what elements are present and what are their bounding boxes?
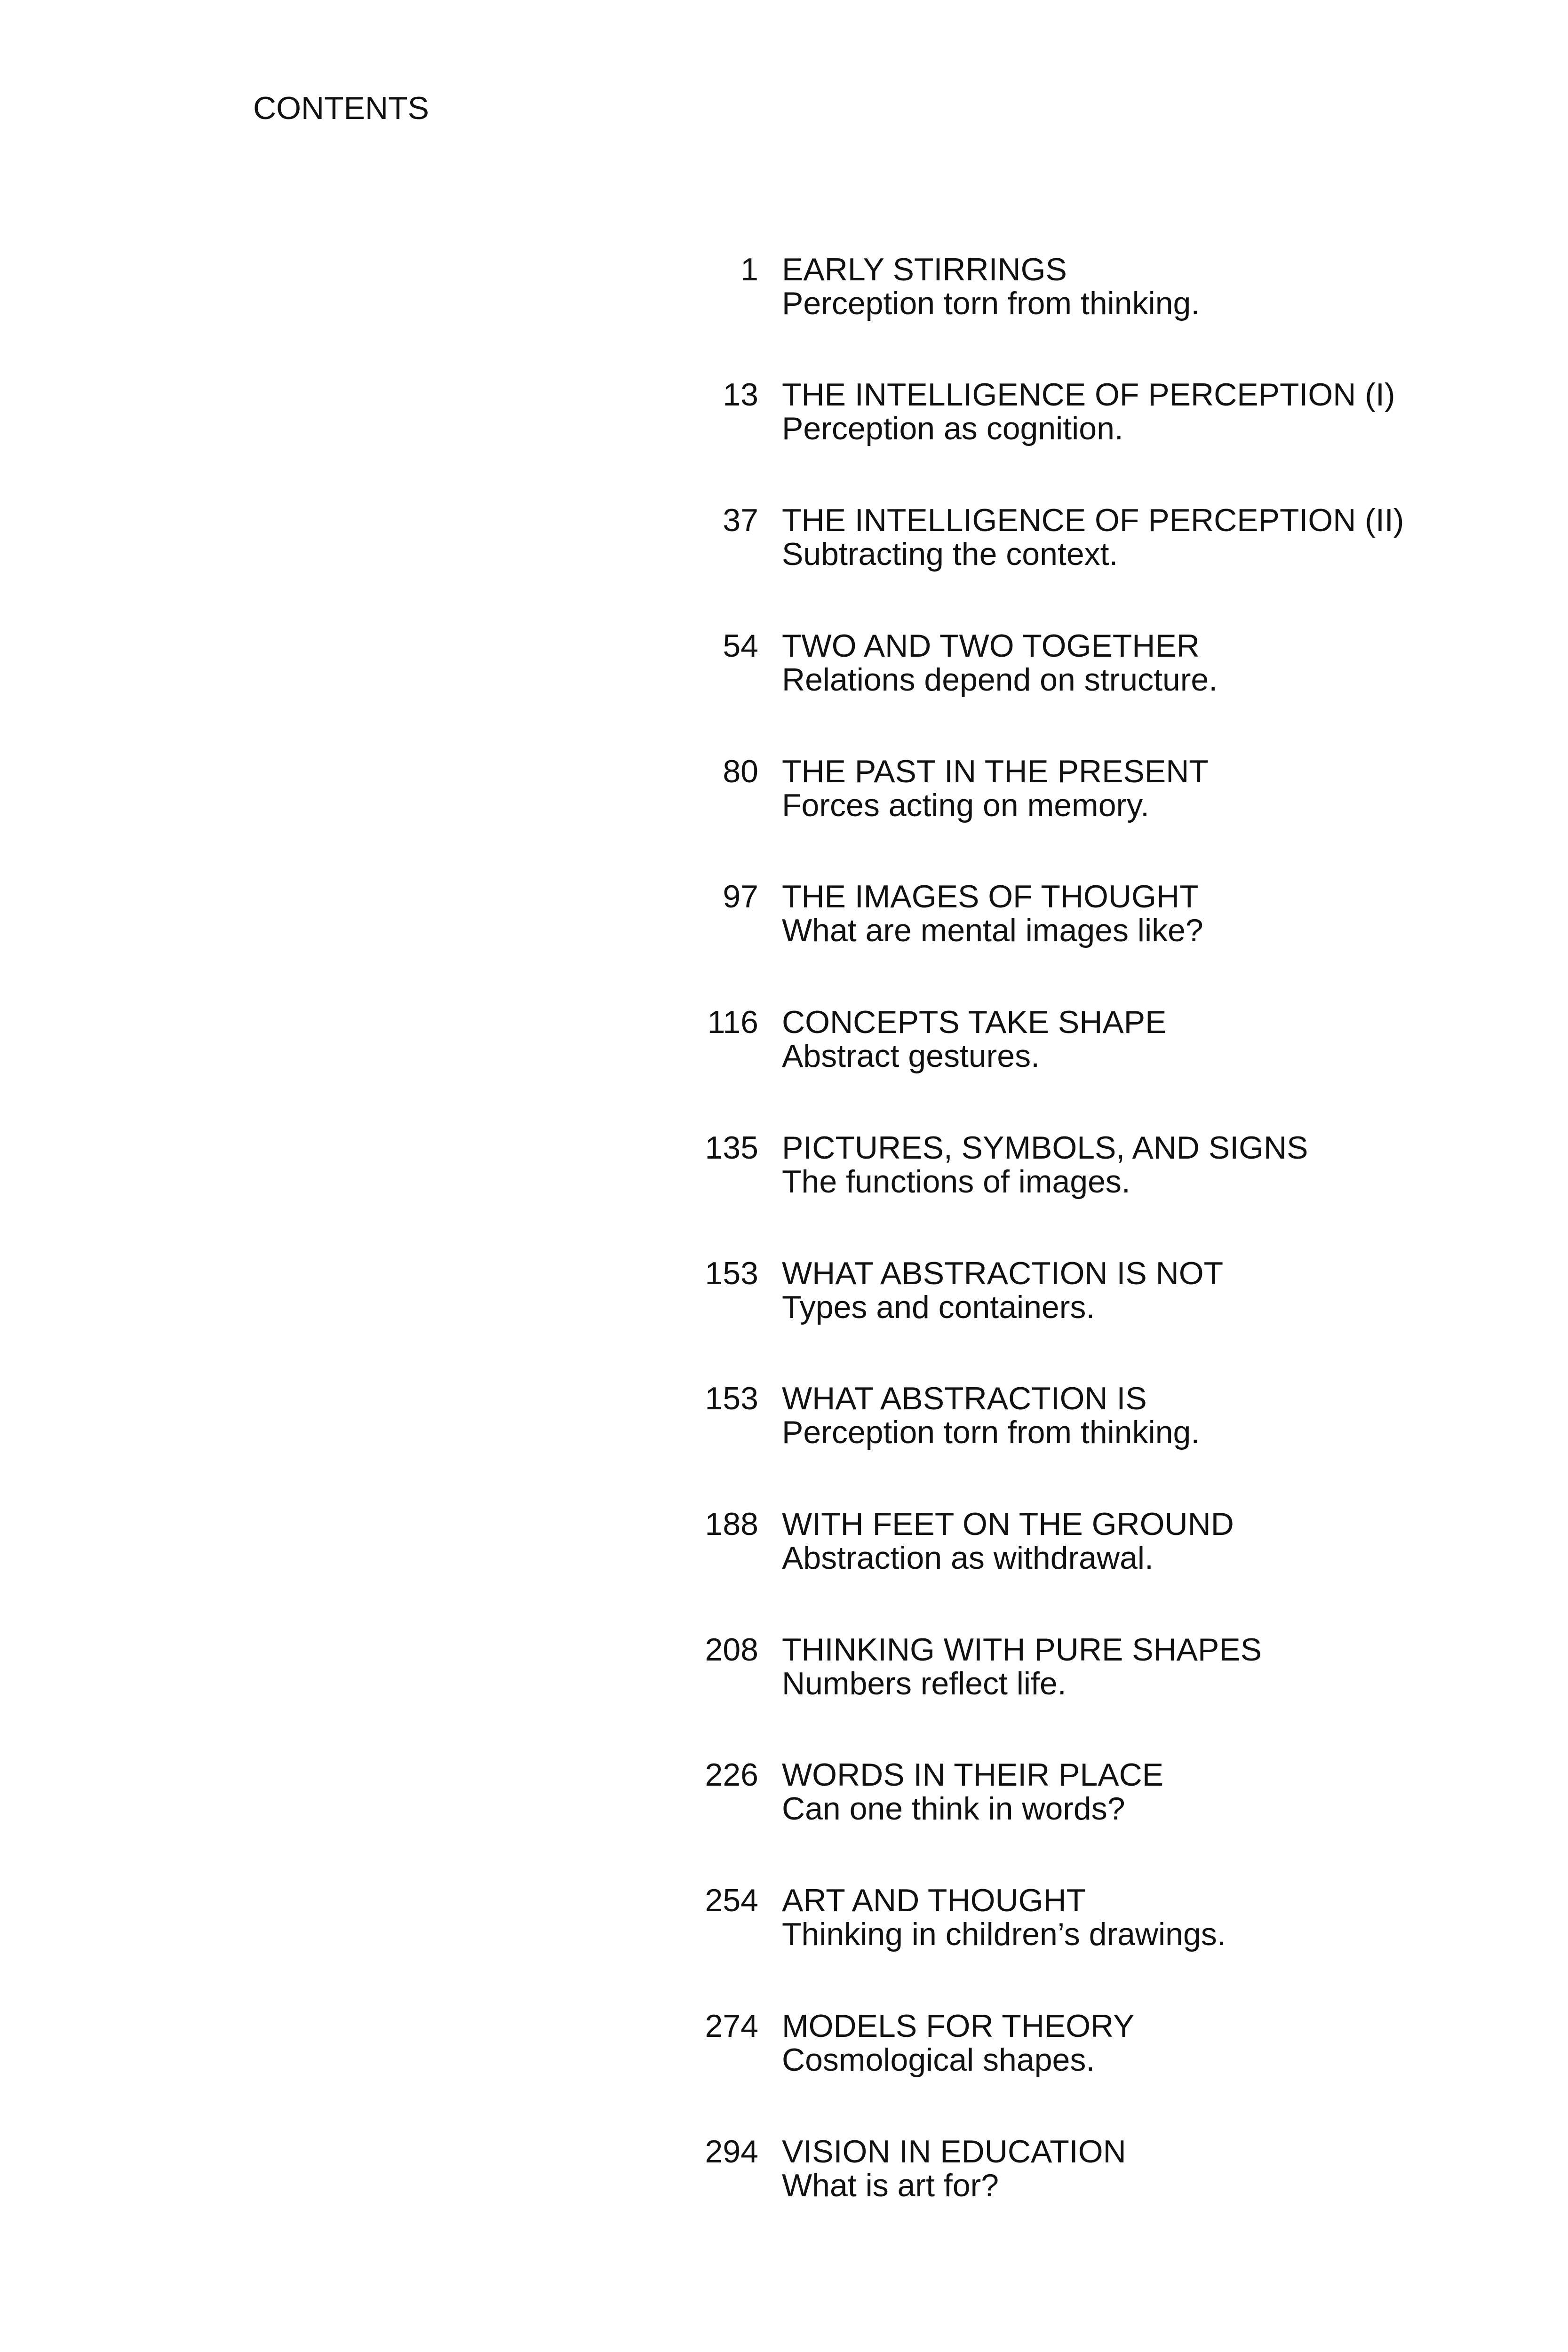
toc-chapter-subtitle: Numbers reflect life. [782, 1666, 1067, 1701]
toc-chapter-title: MODELS FOR THEORY [782, 2008, 1135, 2044]
toc-chapter-title: THE INTELLIGENCE OF PERCEPTION (II) [782, 502, 1404, 538]
page-title: CONTENTS [253, 90, 429, 126]
toc-page-number: 188 [705, 1506, 758, 1542]
toc-page-number: 1 [740, 252, 758, 287]
toc-page-number: 226 [705, 1757, 758, 1793]
toc-chapter-title: THE IMAGES OF THOUGHT [782, 879, 1199, 914]
toc-chapter-title: CONCEPTS TAKE SHAPE [782, 1004, 1167, 1040]
toc-chapter-subtitle: Subtracting the context. [782, 536, 1118, 572]
toc-page-number: 254 [705, 1883, 758, 1918]
toc-chapter-subtitle: Perception torn from thinking. [782, 1414, 1200, 1450]
toc-page-number: 135 [705, 1130, 758, 1166]
toc-page-number: 54 [723, 628, 758, 664]
toc-chapter-subtitle: Forces acting on memory. [782, 787, 1150, 823]
toc-chapter-title: EARLY STIRRINGS [782, 252, 1067, 287]
toc-chapter-subtitle: Can one think in words? [782, 1791, 1125, 1827]
toc-chapter-subtitle: Thinking in children’s drawings. [782, 1916, 1226, 1952]
toc-page-number: 153 [705, 1255, 758, 1291]
toc-chapter-title: WITH FEET ON THE GROUND [782, 1506, 1234, 1542]
toc-chapter-title: WHAT ABSTRACTION IS [782, 1381, 1147, 1416]
toc-page-number: 13 [723, 377, 758, 413]
table-of-contents [649, 0, 1496, 2352]
toc-chapter-title: VISION IN EDUCATION [782, 2134, 1126, 2169]
toc-chapter-subtitle: The functions of images. [782, 1164, 1130, 1200]
toc-chapter-subtitle: Abstraction as withdrawal. [782, 1540, 1154, 1576]
toc-chapter-title: WORDS IN THEIR PLACE [782, 1757, 1164, 1793]
toc-chapter-title: WHAT ABSTRACTION IS NOT [782, 1255, 1224, 1291]
toc-chapter-subtitle: Cosmological shapes. [782, 2042, 1095, 2078]
toc-page-number: 97 [723, 879, 758, 914]
toc-chapter-subtitle: What are mental images like? [782, 913, 1203, 948]
toc-page-number: 116 [707, 1004, 758, 1040]
toc-chapter-subtitle: Abstract gestures. [782, 1038, 1040, 1074]
toc-chapter-subtitle: Relations depend on structure. [782, 662, 1218, 698]
toc-chapter-title: TWO AND TWO TOGETHER [782, 628, 1200, 664]
toc-chapter-subtitle: Perception as cognition. [782, 411, 1123, 446]
toc-chapter-title: THE PAST IN THE PRESENT [782, 754, 1209, 789]
toc-chapter-subtitle: What is art for? [782, 2168, 999, 2203]
toc-page-number: 153 [705, 1381, 758, 1416]
toc-page-number: 208 [705, 1632, 758, 1668]
toc-chapter-title: THE INTELLIGENCE OF PERCEPTION (I) [782, 377, 1395, 413]
toc-page-number: 37 [723, 502, 758, 538]
toc-chapter-subtitle: Perception torn from thinking. [782, 286, 1200, 321]
toc-page-number: 294 [705, 2134, 758, 2169]
toc-page-number: 274 [705, 2008, 758, 2044]
toc-page-number: 80 [723, 754, 758, 789]
toc-chapter-title: THINKING WITH PURE SHAPES [782, 1632, 1262, 1668]
toc-chapter-title: PICTURES, SYMBOLS, AND SIGNS [782, 1130, 1308, 1166]
toc-chapter-subtitle: Types and containers. [782, 1289, 1095, 1325]
toc-chapter-title: ART AND THOUGHT [782, 1883, 1086, 1918]
